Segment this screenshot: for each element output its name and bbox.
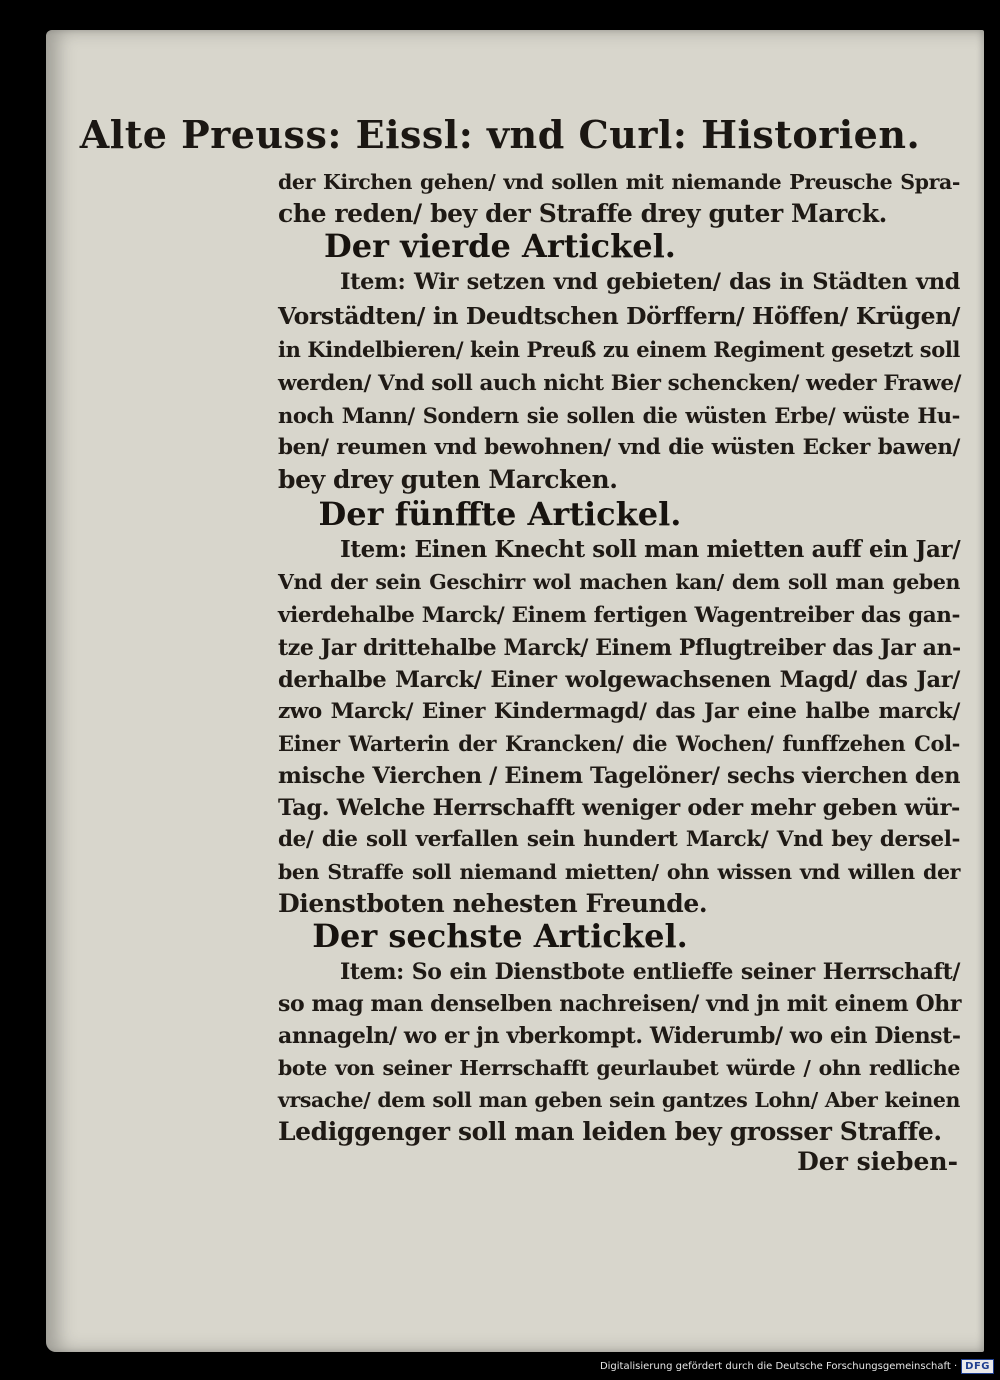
running-header: Alte Preuss: Eissl: vnd Curl: Historien. xyxy=(79,112,921,157)
text-line: annageln/ wo er jn vberkompt. Widerumb/ wo ein Dienst- xyxy=(278,1023,961,1049)
text-line: Item: So ein Dienstbote entlieffe seiner Herrschaft/ xyxy=(340,959,960,985)
text-line: che reden/ bey der Straffe drey guter Marck. xyxy=(278,199,887,228)
article-heading-4: Der vierde Artickel. xyxy=(324,227,676,265)
text-line: ben/ reumen vnd bewohnen/ vnd die wüsten Ecker bawen/ xyxy=(278,435,960,460)
text-line: der Kirchen gehen/ vnd sollen mit niemande Preusche Spra- xyxy=(278,170,960,194)
text-line: Vorstädten/ in Deudtschen Dörffern/ Höffen/ Krügen/ xyxy=(278,302,960,330)
text-line: bey drey guten Marcken. xyxy=(278,465,618,494)
text-line: tze Jar drittehalbe Marck/ Einem Pflugtreiber das Jar an- xyxy=(278,635,961,661)
text-line: mische Vierchen / Einem Tagelöner/ sechs vierchen den xyxy=(278,763,961,789)
text-line: bote von seiner Herrschafft geurlaubet würde / ohn redliche xyxy=(278,1056,960,1080)
text-line: Vnd der sein Geschirr wol machen kan/ dem soll man geben xyxy=(278,570,960,594)
text-line: Item: Wir setzen vnd gebieten/ das in Städten vnd xyxy=(340,269,960,295)
text-line: Lediggenger soll man leiden bey grosser Straffe. xyxy=(278,1117,942,1146)
text-line: zwo Marck/ Einer Kindermagd/ das Jar eine halbe marck/ xyxy=(278,699,960,724)
text-line: Tag. Welche Herrschafft weniger oder mehr geben wür- xyxy=(278,795,960,821)
text-line: Item: Einen Knecht soll man mietten auff ein Jar/ xyxy=(340,536,961,563)
catchword: Der sieben- xyxy=(797,1147,958,1176)
text-line: werden/ Vnd soll auch nicht Bier schencken/ weder Frawe/ xyxy=(278,371,962,396)
article-heading-5: Der fünffte Artickel. xyxy=(318,495,682,533)
text-line: Einer Warterin der Krancken/ die Wochen/ funffzehen Col- xyxy=(278,731,960,756)
text-line: in Kindelbieren/ kein Preuß zu einem Regiment gesetzt soll xyxy=(278,337,960,362)
text-line: so mag man denselben nachreisen/ vnd jn mit einem Ohr xyxy=(278,991,962,1017)
footer-text: Digitalisierung gefördert durch die Deutsche Forschungsgemeinschaft · xyxy=(599,1361,958,1372)
text-line: ben Straffe soll niemand mietten/ ohn wissen vnd willen der xyxy=(278,860,960,884)
dfg-logo-icon: DFG xyxy=(961,1359,994,1374)
funding-footer xyxy=(600,1359,994,1374)
text-line: noch Mann/ Sondern sie sollen die wüsten Erbe/ wüste Hu- xyxy=(278,403,960,428)
text-line: vierdehalbe Marck/ Einem fertigen Wagentreiber das gan- xyxy=(278,603,960,628)
article-heading-6: Der sechste Artickel. xyxy=(312,917,688,955)
text-line: de/ die soll verfallen sein hundert Marck/ Vnd bey dersel- xyxy=(278,827,960,852)
text-line: Dienstboten nehesten Freunde. xyxy=(278,889,708,918)
text-line: vrsache/ dem soll man geben sein gantzes Lohn/ Aber keinen xyxy=(278,1088,960,1112)
text-line: derhalbe Marck/ Einer wolgewachsenen Magd/ das Jar/ xyxy=(278,667,960,693)
